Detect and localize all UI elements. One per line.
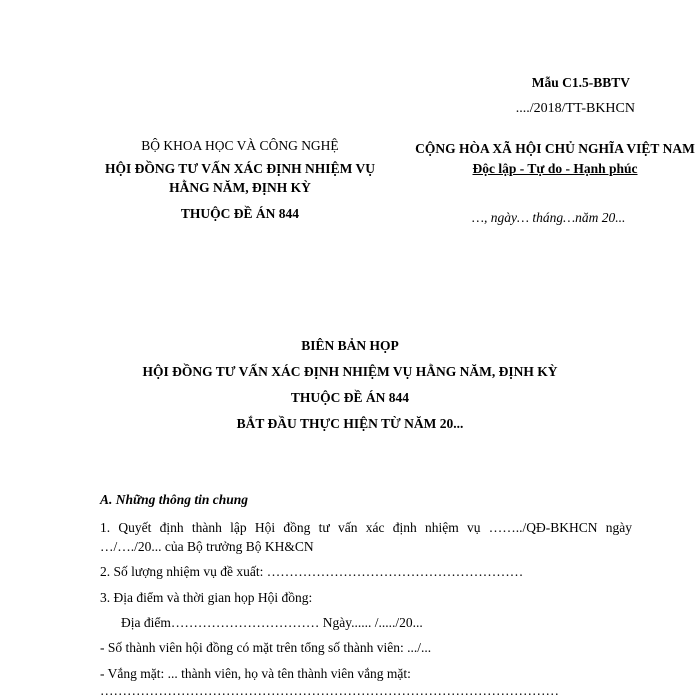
section-a-heading: A. Những thông tin chung [100,492,249,507]
item3: 3. Địa điểm và thời gian họp Hội đồng: [100,590,313,605]
item3-location: Địa điểm…………………………… Ngày...... /...../20... [121,615,423,630]
item2: 2. Số lượng nhiệm vụ đề xuất: ………………………………………………… [100,564,524,579]
circular-reference: ..../2018/TT-BKHCN [515,101,635,116]
members-present: - Số thành viên hội đồng có mặt trên tổng số thành viên: .../... [100,640,432,655]
national-motto: Độc lập - Tự do - Hạnh phúc [472,161,638,176]
doc-title-line3: THUỘC ĐỀ ÁN 844 [290,390,410,405]
council-name-line1: HỘI ĐỒNG TƯ VẤN XÁC ĐỊNH NHIỆM VỤ [105,161,375,176]
council-name-line3: THUỘC ĐỀ ÁN 844 [180,206,300,221]
ministry-name: BỘ KHOA HỌC VÀ CÔNG NGHỆ [141,138,339,153]
form-code: Mẫu C1.5-BBTV [531,75,630,90]
doc-title-line4: BẮT ĐẦU THỰC HIỆN TỪ NĂM 20... [236,416,464,431]
absent-members: - Vắng mặt: ... thành viên, họ và tên thành viên vắng mặt: [100,666,411,681]
item1-line1: 1. Quyết định thành lập Hội đồng tư vấn xác định nhiệm vụ ……../QĐ-BKHCN ngày [100,520,632,535]
doc-title-line2: HỘI ĐỒNG TƯ VẤN XÁC ĐỊNH NHIỆM VỤ HẰNG NĂM, ĐỊNH KỲ [142,364,558,379]
council-name-line2: HẰNG NĂM, ĐỊNH KỲ [169,180,311,195]
national-title: CỘNG HÒA XÃ HỘI CHỦ NGHĨA VIỆT NAM [415,141,695,156]
dotted-fill-line: ………………………………………………………………………………………… [100,683,559,698]
doc-title-line1: BIÊN BẢN HỌP [301,338,399,353]
item1-line2: …/…./20... của Bộ trưởng Bộ KH&CN [100,539,314,554]
date-line: …, ngày… tháng…năm 20... [472,210,626,225]
